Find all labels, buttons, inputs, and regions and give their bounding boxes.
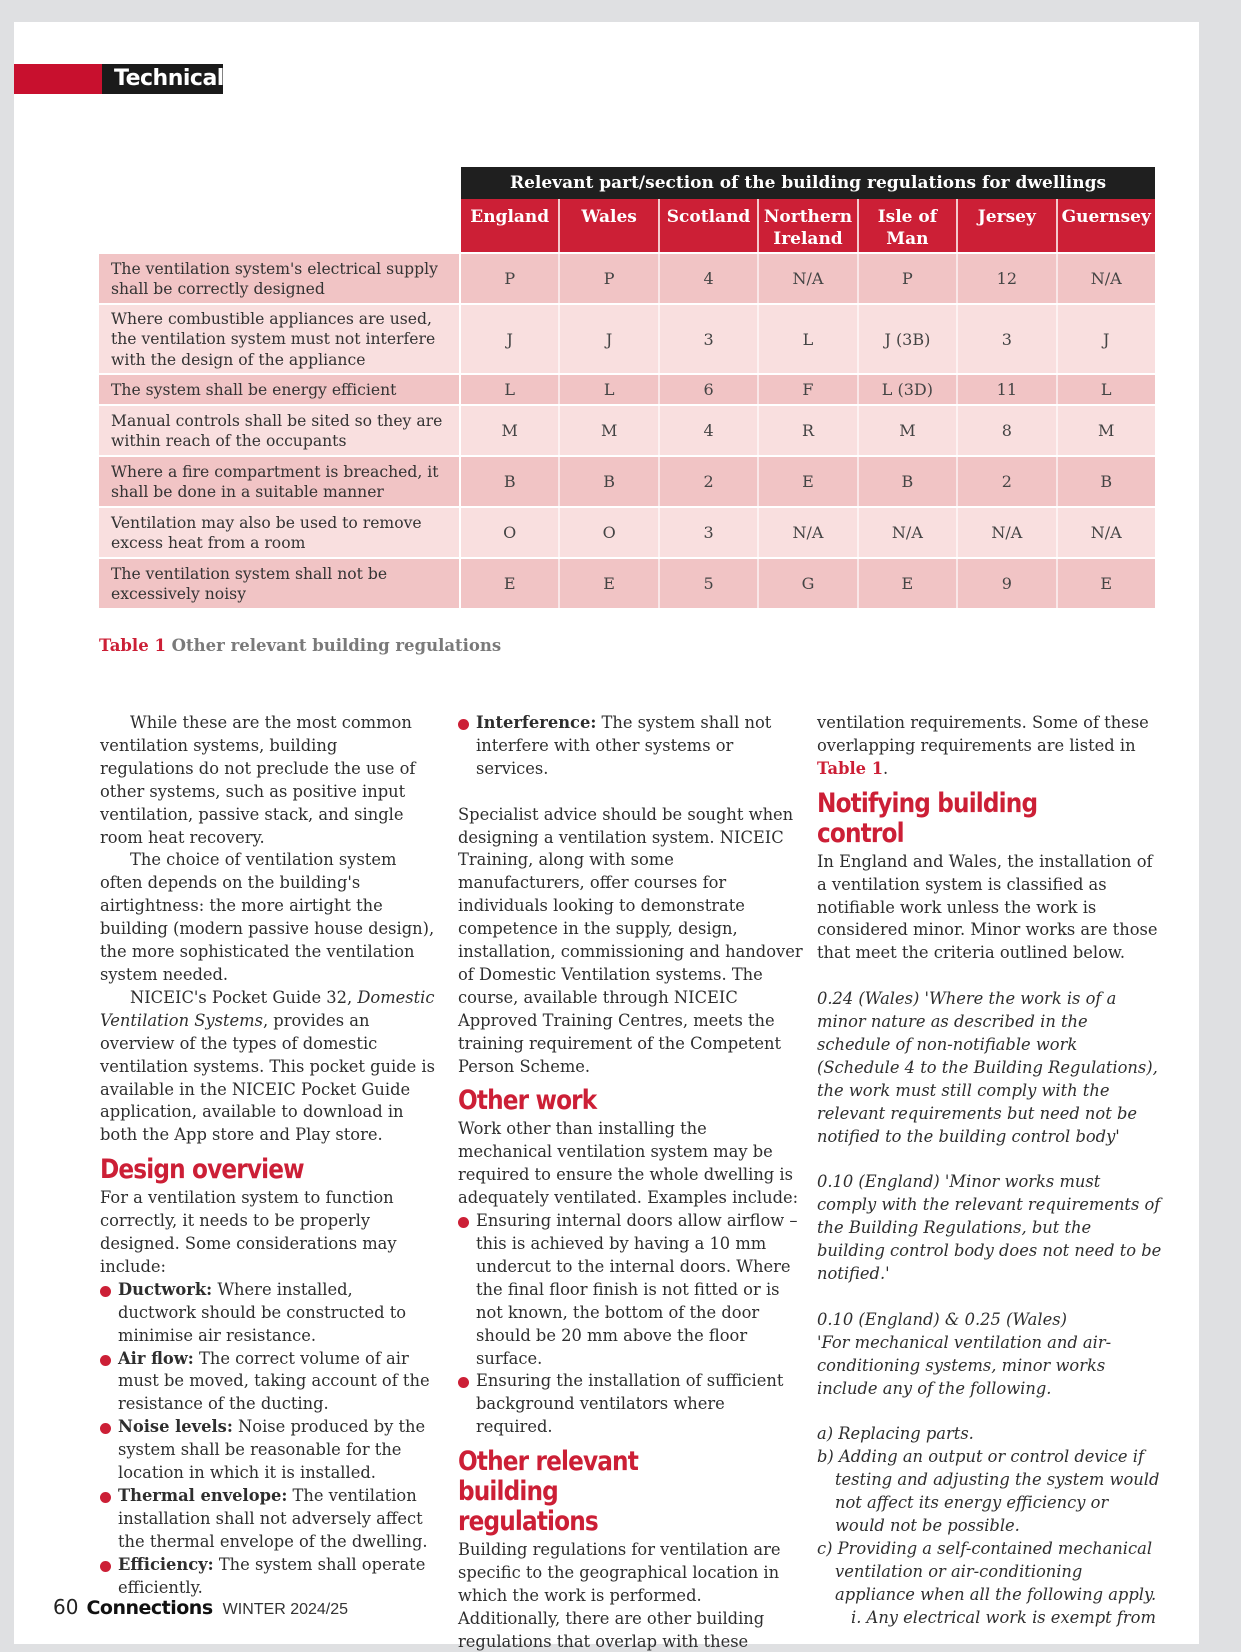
row-label: Where a fire compartment is breached, it shall be done in a suitable manner	[99, 457, 459, 506]
page	[14, 22, 1199, 1651]
list-item	[100, 1416, 435, 1485]
table-cell: N/A	[958, 508, 1057, 557]
heading-notifying-building-control: Notifying building control	[817, 787, 1038, 849]
quote: 0.24 (Wales) 'Where the work is of a minor nature as described in the schedule of non-notifiable work (Schedule 4 to the Building Regulations), the work must still comply with the relevant requirements but need not be notified to the building control body'	[817, 989, 1158, 1146]
col-header-wales: Wales	[560, 199, 659, 252]
row-cells	[461, 305, 1155, 373]
table-cell: 4	[660, 406, 759, 455]
col-header-northern-ireland: Northern Ireland	[759, 199, 858, 252]
table-cell: 3	[958, 305, 1057, 373]
table-row	[99, 457, 1155, 506]
paragraph: Building regulations for ventilation are specific to the geographical location in which the work is performed. Additionally, there are other building regulations that overlap with these	[458, 1540, 781, 1651]
row-label: Where combustible appliances are used, the ventilation system must not interfere with the design of the appliance	[99, 305, 459, 373]
row-label: Manual controls shall be sited so they are within reach of the occupants	[99, 406, 459, 455]
table-cell: 12	[958, 254, 1057, 303]
paragraph: The choice of ventilation system often depends on the building's airtightness: the more airtight the building (modern passive house design), the more sophisticated the ventilation system needed.	[100, 850, 435, 984]
list-item: c) Providing a self-contained mechanical ventilation or air-conditioning appliance when all the following apply.	[817, 1538, 1157, 1604]
section-tag-accent	[14, 64, 102, 94]
list-item	[100, 1554, 435, 1600]
paragraph	[817, 712, 1162, 781]
table-cell: 3	[660, 305, 759, 373]
heading-other-relevant-regulations: Other relevant building regulations	[458, 1446, 638, 1538]
text: The ventilation installation shall not adversely affect the thermal envelope of the dwelling.	[118, 1486, 428, 1551]
table-cell: R	[759, 406, 858, 455]
table-cell: M	[461, 406, 560, 455]
term: Air flow:	[118, 1348, 194, 1368]
table-reference-link[interactable]: Table 1	[817, 758, 884, 778]
row-cells	[461, 375, 1155, 404]
article-column-1	[100, 712, 435, 1600]
text: The system shall operate efficiently.	[118, 1554, 426, 1597]
term: Interference:	[476, 713, 597, 732]
table-cell: L (3D)	[859, 375, 958, 404]
table-cell: B	[859, 457, 958, 506]
table-row	[99, 254, 1155, 303]
table-cell: M	[859, 406, 958, 455]
section-tag	[14, 64, 223, 94]
article-column-2	[458, 712, 803, 1652]
table-row	[99, 375, 1155, 404]
heading-design-overview: Design overview	[100, 1154, 304, 1186]
table-caption	[99, 636, 501, 655]
col-header-guernsey: Guernsey	[1058, 199, 1155, 252]
col-header-jersey: Jersey	[958, 199, 1057, 252]
magazine-name: Connections	[86, 1597, 213, 1619]
table-cell: J	[461, 305, 560, 373]
table-cell: M	[560, 406, 659, 455]
table-cell: O	[560, 508, 659, 557]
quote-heading: 0.10 (England) & 0.25 (Wales)	[817, 1309, 1067, 1329]
table-cell: 11	[958, 375, 1057, 404]
row-cells	[461, 508, 1155, 557]
text: The system shall not interfere with other systems or services.	[476, 713, 772, 778]
caption-text: Other relevant building regulations	[171, 636, 502, 655]
table-cell: B	[560, 457, 659, 506]
list-item	[100, 1348, 435, 1417]
text: .	[883, 758, 889, 778]
row-cells	[461, 559, 1155, 608]
list-item	[458, 712, 803, 781]
table-cell: E	[461, 559, 560, 608]
text: The correct volume of air must be moved, taking account of the resistance of the ducting.	[118, 1348, 430, 1414]
table-cell: N/A	[759, 254, 858, 303]
list-item: Ensuring the installation of sufficient background ventilators where required.	[458, 1370, 803, 1439]
table-cell: P	[461, 254, 560, 303]
col-header-scotland: Scotland	[660, 199, 759, 252]
row-label: The system shall be energy efficient	[99, 375, 459, 404]
list-item: a) Replacing parts.	[817, 1424, 974, 1444]
paragraph	[100, 987, 435, 1147]
page-footer	[53, 1595, 348, 1619]
table-cell: 6	[660, 375, 759, 404]
row-label: Ventilation may also be used to remove excess heat from a room	[99, 508, 459, 557]
list-item: Ensuring internal doors allow airflow – this is achieved by having a 10 mm undercut to the internal doors. Where the final floor finish is not fitted or is not known, the bottom of the door should be 20 mm above the floor surface.	[458, 1210, 803, 1370]
table-cell: E	[859, 559, 958, 608]
table-cell: N/A	[1090, 523, 1122, 542]
paragraph: For a ventilation system to function correctly, it needs to be properly designed. Some considerations may include:	[100, 1188, 397, 1276]
table-cell: B	[461, 457, 560, 506]
text: ventilation requirements. Some of these overlapping requirements are listed in	[817, 713, 1149, 755]
term: Noise levels:	[118, 1417, 233, 1437]
table-cell: J	[1103, 329, 1110, 349]
issue-label: WINTER 2024/25	[222, 1601, 349, 1618]
col-header-england: England	[461, 199, 560, 252]
table-cell: 9	[958, 559, 1057, 608]
table-cell: L	[1100, 380, 1112, 399]
row-cells	[461, 457, 1155, 506]
paragraph: Work other than installing the mechanical ventilation system may be required to ensure the whole dwelling is adequately ventilated. Examples include:	[458, 1119, 799, 1208]
table-cell: 5	[660, 559, 759, 608]
table-super-header: Relevant part/section of the building regulations for dwellings	[461, 167, 1155, 199]
article-column-3	[817, 712, 1162, 1629]
paragraph: In England and Wales, the installation of a ventilation system is classified as notifiable work unless the work is considered minor. Minor works are those that meet the criteria outlined below.	[817, 851, 1158, 963]
table-cell: B	[1100, 472, 1113, 491]
table-cell: L	[560, 375, 659, 404]
table-cell: 8	[958, 406, 1057, 455]
caption-number: Table 1	[99, 636, 166, 655]
table-cell: L	[759, 305, 858, 373]
table-cell: P	[859, 254, 958, 303]
text: NICEIC's Pocket Guide 32,	[130, 987, 358, 1007]
row-label: The ventilation system's electrical supply shall be correctly designed	[99, 254, 459, 303]
table-cell: G	[759, 559, 858, 608]
table-cell: N/A	[759, 508, 858, 557]
table-cell: N/A	[1090, 269, 1122, 288]
table-cell: F	[759, 375, 858, 404]
table-cell: M	[1098, 421, 1115, 440]
table-cell: 2	[958, 457, 1057, 506]
table-row	[99, 305, 1155, 373]
page-number: 60	[53, 1595, 79, 1619]
list-item: b) Adding an output or control device if testing and adjusting the system would not affect its energy efficiency or would not be possible.	[817, 1447, 1160, 1535]
table-cell: J	[560, 305, 659, 373]
list-item: i. Any electrical work is exempt from	[851, 1607, 1156, 1627]
heading-other-work: Other work	[458, 1085, 597, 1117]
table-row	[99, 508, 1155, 557]
table-cell: J (3B)	[859, 305, 958, 373]
table-cell: O	[461, 508, 560, 557]
table-cell: 2	[660, 457, 759, 506]
table-column-headers	[461, 199, 1155, 252]
text: Where installed, ductwork should be constructed to minimise air resistance.	[118, 1279, 407, 1345]
section-label: Technical	[102, 64, 223, 94]
table-cell: 4	[660, 254, 759, 303]
table-cell: N/A	[859, 508, 958, 557]
term: Thermal envelope:	[118, 1486, 288, 1505]
quote: 'For mechanical ventilation and air-conditioning systems, minor works include any of the following.	[817, 1332, 1112, 1398]
table-cell: 3	[660, 508, 759, 557]
list-item	[100, 1279, 435, 1348]
table-cell: E	[759, 457, 858, 506]
term: Efficiency:	[118, 1554, 214, 1574]
row-label: The ventilation system shall not be excessively noisy	[99, 559, 459, 608]
col-header-isle-of-man: Isle of Man	[859, 199, 958, 252]
design-considerations-list	[100, 1279, 435, 1600]
table-body	[99, 254, 1155, 610]
text: Noise produced by the system shall be reasonable for the location in which it is installed.	[118, 1417, 426, 1483]
row-cells	[461, 254, 1155, 303]
table-row	[99, 559, 1155, 608]
publication-title: Domestic Ventilation Systems	[100, 987, 435, 1030]
table-row	[99, 406, 1155, 455]
paragraph: Specialist advice should be sought when designing a ventilation system. NICEIC Training, along with some manufacturers, offer courses for individuals looking to demonstrate competence in the supply, design, installation, commissioning and handover of Domestic Ventilation systems. The course, available through NICEIC Approved Training Centres, meets the training requirement of the Competent Person Scheme.	[458, 804, 803, 1076]
row-cells	[461, 406, 1155, 455]
table-cell: L	[461, 375, 560, 404]
quote: 0.10 (England) 'Minor works must comply with the relevant requirements of the Building Regulations, but the building control body does not need to be notified.'	[817, 1172, 1162, 1283]
list-item	[100, 1485, 435, 1554]
paragraph: While these are the most common ventilation systems, building regulations do not preclude the use of other systems, such as positive input ventilation, passive stack, and single room heat recovery.	[100, 713, 416, 847]
term: Ductwork:	[118, 1279, 213, 1299]
table-cell: P	[560, 254, 659, 303]
text: , provides an overview of the types of domestic ventilation systems. This pocket guide is available in the NICEIC Pocket Guide application, available to download in both the App store and Play store.	[100, 1010, 435, 1145]
table-cell: E	[1100, 574, 1113, 593]
table-cell: E	[560, 559, 659, 608]
